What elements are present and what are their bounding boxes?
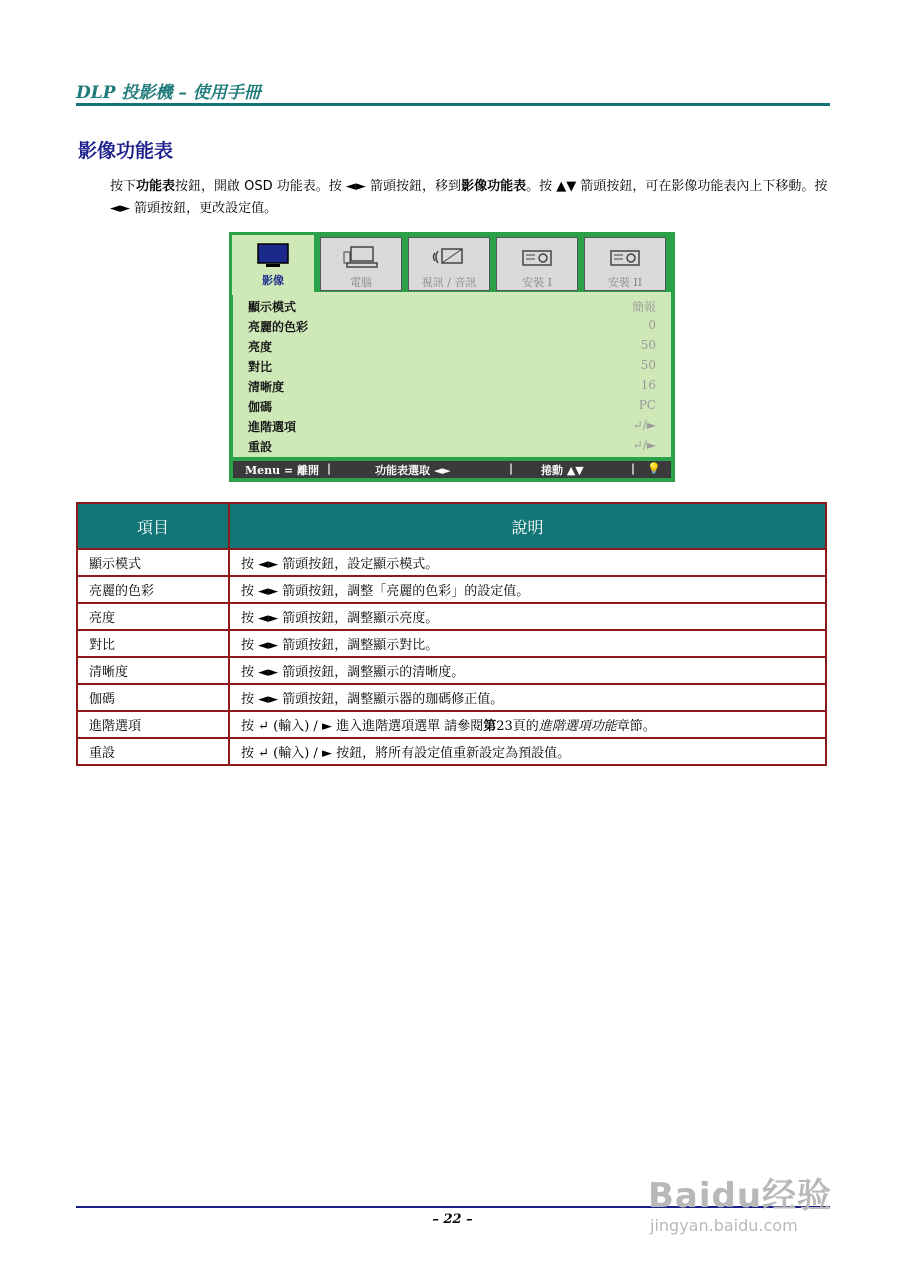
osd-row-value: 簡報 bbox=[631, 300, 656, 314]
page-number: – 22 – bbox=[432, 1212, 473, 1227]
osd-tab-label: 安裝 II bbox=[607, 276, 643, 289]
osd-row-label: 對比 bbox=[248, 360, 273, 374]
intro-text-4: 影像功能表 bbox=[461, 179, 527, 194]
table-cell-item: 顯示模式 bbox=[77, 549, 229, 576]
osd-row bbox=[248, 396, 656, 416]
table-cell-item: 進階選項 bbox=[77, 711, 229, 738]
osd-footer-divider: | bbox=[327, 462, 332, 475]
osd-tab-computer bbox=[320, 237, 402, 291]
table-cell-item: 重設 bbox=[77, 738, 229, 765]
projector-icon bbox=[605, 243, 645, 271]
projector-icon bbox=[517, 243, 557, 271]
table-header-item: 項目 bbox=[77, 503, 229, 549]
osd-row-label: 清晰度 bbox=[248, 380, 285, 394]
intro-text-5: 。按 ▲▼ 箭頭按鈕，可在影像功能表內上下移動。按 ◄► 箭頭按鈕，更改設定值。 bbox=[110, 179, 828, 216]
osd-row bbox=[248, 316, 656, 336]
intro-text-3: 按鈕，開啟 OSD 功能表。按 ◄► 箭頭按鈕，移到 bbox=[175, 179, 462, 194]
table-cell-desc bbox=[229, 711, 826, 738]
osd-tab-bar bbox=[232, 235, 672, 293]
osd-row-value: 50 bbox=[640, 358, 656, 372]
osd-tab-setup-2 bbox=[584, 237, 666, 291]
osd-row-value: 50 bbox=[640, 338, 656, 352]
osd-tab-label: 影像 bbox=[262, 274, 284, 287]
intro-text-1: 按下 bbox=[110, 179, 137, 194]
osd-row-value: 16 bbox=[640, 378, 656, 392]
osd-row-value: ↵/► bbox=[632, 418, 656, 432]
function-table bbox=[76, 502, 827, 766]
osd-row-value: PC bbox=[638, 398, 656, 412]
osd-row bbox=[248, 356, 656, 376]
table-cell-item: 亮麗的色彩 bbox=[77, 576, 229, 603]
table-cell-desc: 按 ◄► 箭頭按鈕，調整顯示對比。 bbox=[229, 630, 826, 657]
osd-row-value: 0 bbox=[648, 318, 656, 332]
table-cell-desc: 按 ◄► 箭頭按鈕，設定顯示模式。 bbox=[229, 549, 826, 576]
osd-row-label: 伽碼 bbox=[248, 400, 273, 414]
osd-row bbox=[248, 336, 656, 356]
video-audio-icon bbox=[429, 243, 469, 271]
osd-row-label: 重設 bbox=[248, 440, 273, 454]
intro-paragraph bbox=[110, 176, 832, 220]
table-cell-desc: 按 ◄► 箭頭按鈕，調整顯示器的珈碼修正值。 bbox=[229, 684, 826, 711]
desc-link-text: 進階選項功能 bbox=[538, 719, 617, 734]
osd-footer-scroll-hint: 捲動 ▲▼ bbox=[541, 464, 584, 477]
table-row bbox=[77, 684, 826, 711]
osd-footer-select-hint: 功能表選取 ◄► bbox=[375, 464, 451, 477]
table-header-row bbox=[77, 503, 826, 549]
desc-text: 章節。 bbox=[616, 719, 656, 734]
osd-row bbox=[248, 416, 656, 436]
osd-tab-image bbox=[232, 235, 314, 295]
table-header-description: 說明 bbox=[229, 503, 826, 549]
table-cell-desc: 按 ◄► 箭頭按鈕，調整顯示的清晰度。 bbox=[229, 657, 826, 684]
osd-footer-divider: | bbox=[631, 462, 636, 475]
osd-row-label: 亮麗的色彩 bbox=[248, 320, 309, 334]
table-cell-desc: 按 ◄► 箭頭按鈕，調整「亮麗的色彩」的設定值。 bbox=[229, 576, 826, 603]
osd-footer-bar bbox=[233, 461, 671, 478]
desc-text: 按 ↵ (輸入) / ► 進入進階選項選單 請參閱 bbox=[241, 719, 484, 734]
table-row bbox=[77, 711, 826, 738]
table-row bbox=[77, 657, 826, 684]
header-title: DLP 投影機 – 使用手冊 bbox=[76, 83, 261, 103]
monitor-icon bbox=[253, 241, 293, 269]
osd-row bbox=[248, 296, 656, 316]
table-row bbox=[77, 603, 826, 630]
table-cell-item: 對比 bbox=[77, 630, 229, 657]
osd-tab-label: 電腦 bbox=[350, 276, 372, 289]
osd-tab-label: 視訊 / 音訊 bbox=[421, 276, 477, 289]
bulb-icon: 💡 bbox=[647, 462, 661, 475]
osd-tab-label: 安裝 I bbox=[522, 276, 552, 289]
osd-tab-video-audio bbox=[408, 237, 490, 291]
desc-text: 23頁的 bbox=[496, 719, 539, 734]
osd-menu-image bbox=[229, 232, 675, 482]
table-row bbox=[77, 549, 826, 576]
table-cell-desc: 按 ↵ (輸入) / ► 按鈕，將所有設定值重新設定為預設值。 bbox=[229, 738, 826, 765]
table-cell-item: 清晰度 bbox=[77, 657, 229, 684]
table-row bbox=[77, 738, 826, 765]
osd-tab-setup-1 bbox=[496, 237, 578, 291]
osd-row-value: ↵/► bbox=[632, 438, 656, 452]
table-row bbox=[77, 630, 826, 657]
header-divider bbox=[76, 103, 830, 106]
osd-footer-divider: | bbox=[509, 462, 514, 475]
osd-row bbox=[248, 436, 656, 456]
section-title: 影像功能表 bbox=[78, 140, 174, 162]
osd-row bbox=[248, 376, 656, 396]
watermark bbox=[648, 1160, 858, 1250]
desc-text-bold: 第 bbox=[483, 719, 497, 734]
watermark-logo: Baidu经验 bbox=[648, 1176, 833, 1216]
osd-row-label: 進階選項 bbox=[248, 420, 297, 434]
table-row bbox=[77, 576, 826, 603]
table-cell-item: 伽碼 bbox=[77, 684, 229, 711]
osd-row-label: 亮度 bbox=[248, 340, 273, 354]
table-cell-item: 亮度 bbox=[77, 603, 229, 630]
table-cell-desc: 按 ◄► 箭頭按鈕，調整顯示亮度。 bbox=[229, 603, 826, 630]
osd-footer-menu-hint: Menu = 離開 bbox=[245, 464, 320, 477]
intro-text-2: 功能表 bbox=[136, 179, 176, 194]
osd-row-label: 顯示模式 bbox=[248, 300, 297, 314]
watermark-url: jingyan.baidu.com bbox=[650, 1216, 798, 1235]
osd-menu-body bbox=[233, 292, 671, 457]
computer-icon bbox=[341, 243, 381, 271]
